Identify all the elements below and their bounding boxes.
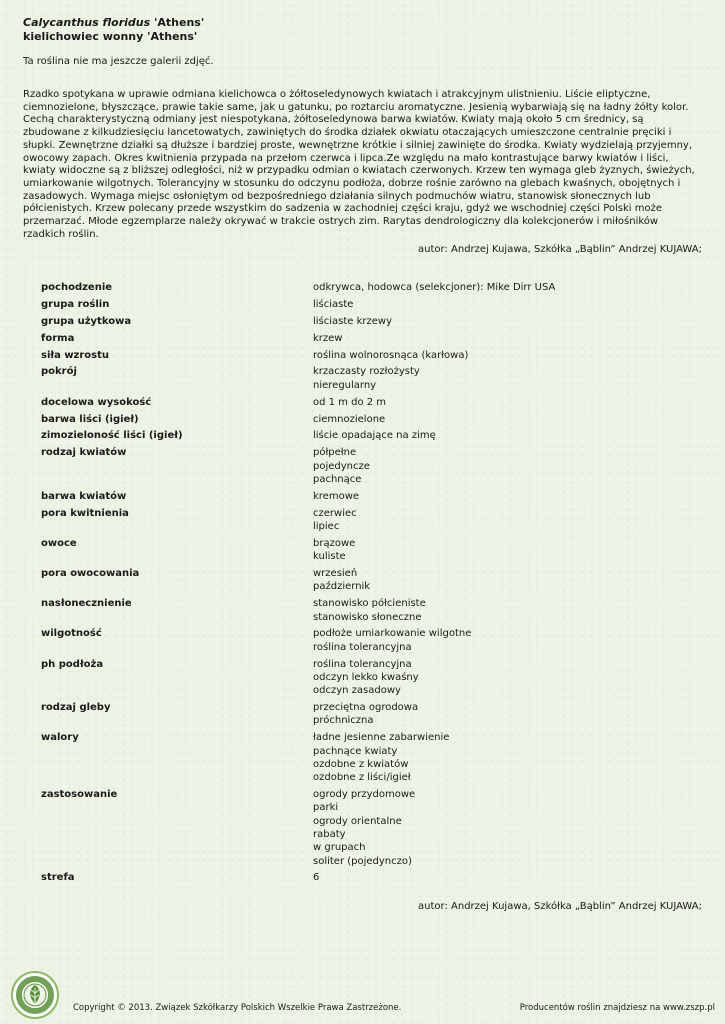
property-value: podłoże umiarkowanie wilgotne — [313, 628, 472, 640]
property-row — [41, 701, 681, 728]
property-label: docelowa wysokość — [41, 396, 152, 408]
property-value: od 1 m do 2 m — [313, 396, 387, 408]
property-value: półpełne — [313, 447, 357, 459]
copyright-text: Copyright © 2013. Związek Szkółkarzy Polskich Wszelkie Prawa Zastrzeżone. — [73, 1003, 402, 1013]
property-value: ozdobne z liści/igieł — [313, 772, 411, 784]
property-value: odkrywca, hodowca (selekcjoner): Mike Dirr USA — [313, 282, 556, 293]
property-label: barwa kwiatów — [41, 490, 127, 502]
property-row — [41, 429, 681, 442]
property-values — [313, 537, 681, 564]
property-value: czerwiec — [313, 507, 357, 519]
property-row — [41, 490, 681, 503]
property-label: owoce — [41, 537, 77, 549]
property-label: nasłonecznienie — [41, 598, 132, 610]
property-value: lipiec — [313, 520, 340, 532]
property-value: wrzesień — [313, 568, 358, 580]
producers-link-text: Producentów roślin znajdziesz na www.zszp.pl — [519, 1003, 715, 1013]
property-value: liściaste — [313, 298, 354, 310]
property-values — [313, 349, 681, 362]
plant-name-line — [23, 16, 204, 30]
property-values — [313, 597, 681, 624]
property-row — [41, 446, 681, 486]
property-row — [41, 627, 681, 654]
no-gallery-notice: Ta roślina nie ma jeszcze galerii zdjęć. — [23, 56, 214, 67]
property-value: kuliste — [313, 551, 346, 563]
property-row — [41, 567, 681, 594]
polish-name: kielichowiec wonny 'Athens' — [23, 30, 198, 43]
property-value: rabaty — [313, 828, 346, 840]
property-label: zimozieloność liści (igieł) — [41, 430, 183, 442]
properties-table — [41, 281, 681, 888]
property-values — [313, 567, 681, 594]
property-label: pora owocowania — [41, 568, 140, 580]
property-value: krzew — [313, 332, 343, 344]
property-value: 6 — [313, 872, 320, 884]
property-row — [41, 658, 681, 698]
property-value: stanowisko półcieniste — [313, 598, 426, 610]
property-values — [313, 871, 681, 884]
property-label: pochodzenie — [41, 282, 113, 293]
property-value: przeciętna ogrodowa — [313, 702, 419, 714]
property-label: walory — [41, 732, 79, 744]
property-value: próchniczna — [313, 715, 374, 727]
property-row — [41, 731, 681, 784]
property-value: październik — [313, 581, 371, 593]
author-credit-bottom: autor: Andrzej Kujawa, Szkółka „Bąblin” Andrzej KUJAWA; — [418, 901, 702, 912]
property-values — [313, 658, 681, 698]
property-value: roślina wolnorosnąca (karłowa) — [313, 349, 469, 361]
property-values — [313, 298, 681, 311]
property-label: pokrój — [41, 366, 77, 378]
property-value: nieregularny — [313, 379, 377, 391]
property-label: barwa liści (igieł) — [41, 413, 139, 425]
property-label: ph podłoża — [41, 658, 104, 670]
property-value: roślina tolerancyjna — [313, 658, 412, 670]
property-values — [313, 701, 681, 728]
property-label: strefa — [41, 872, 75, 884]
property-value: pojedyncze — [313, 460, 370, 472]
property-value: ozdobne z kwiatów — [313, 758, 409, 770]
zszp-logo — [10, 970, 60, 1020]
property-label: grupa użytkowa — [41, 315, 132, 327]
property-label: wilgotność — [41, 628, 102, 640]
property-row — [41, 413, 681, 426]
property-label: rodzaj gleby — [41, 702, 111, 714]
property-value: parki — [313, 802, 339, 814]
property-row — [41, 788, 681, 868]
property-value: odczyn zasadowy — [313, 685, 401, 697]
property-value: krzaczasty rozłożysty — [313, 366, 420, 378]
property-row — [41, 365, 681, 392]
property-value: ogrody przydomowe — [313, 789, 416, 801]
property-values — [313, 365, 681, 392]
property-value: liściaste krzewy — [313, 315, 393, 327]
property-row — [41, 349, 681, 362]
property-values — [313, 788, 681, 868]
property-value: stanowisko słoneczne — [313, 611, 422, 623]
property-value: w grupach — [313, 842, 366, 854]
property-row — [41, 332, 681, 345]
property-values — [313, 413, 681, 426]
property-values — [313, 490, 681, 503]
property-values — [313, 396, 681, 409]
property-values — [313, 627, 681, 654]
plant-title — [23, 16, 204, 44]
property-label: zastosowanie — [41, 789, 118, 801]
cultivar-name: 'Athens' — [154, 16, 205, 29]
property-value: ładne jesienne zabarwienie — [313, 732, 450, 744]
property-label: forma — [41, 332, 75, 344]
property-label: grupa roślin — [41, 298, 110, 310]
property-row — [41, 537, 681, 564]
property-value: soliter (pojedynczo) — [313, 855, 412, 867]
property-label: pora kwitnienia — [41, 507, 129, 519]
property-value: brązowe — [313, 537, 356, 549]
property-value: ogrody orientalne — [313, 815, 402, 827]
property-values — [313, 315, 681, 328]
property-value: ciemnozielone — [313, 413, 386, 425]
property-values — [313, 332, 681, 345]
property-row — [41, 298, 681, 311]
property-label: siła wzrostu — [41, 349, 110, 361]
property-value: roślina tolerancyjna — [313, 641, 412, 653]
property-values — [313, 731, 681, 784]
property-row — [41, 871, 681, 884]
property-row — [41, 315, 681, 328]
property-values — [313, 429, 681, 442]
property-value: pachnące kwiaty — [313, 745, 398, 757]
property-row — [41, 597, 681, 624]
property-value: odczyn lekko kwaśny — [313, 671, 419, 683]
property-value: pachnące — [313, 473, 362, 485]
property-row — [41, 396, 681, 409]
latin-name: Calycanthus floridus — [23, 16, 151, 29]
property-value: kremowe — [313, 490, 360, 502]
property-row — [41, 281, 681, 294]
property-value: liście opadające na zimę — [313, 430, 436, 442]
property-values — [313, 507, 681, 534]
author-credit-top: autor: Andrzej Kujawa, Szkółka „Bąblin” Andrzej KUJAWA; — [418, 244, 702, 255]
property-values — [313, 281, 681, 294]
property-values — [313, 446, 681, 486]
plant-description: Rzadko spotykana w uprawie odmiana kielichowca o żółtoseledynowych kwiatach i atrakcyjnym ulistnieniu. Liście eliptyczne, ciemnozielone, błyszczące, prawie takie same, jak u gatunku, po roztarciu aromatyczne. Jesienią wybarwiają się na ładny żółty kolor. Cechą charakterystyczną odmiany jest niespotykana, żółtoseledynowa barwa kwiatów. Kwiaty mają około 5 cm średnicy, są zbudowane z kilkudziesięciu lancetowatych, zawiniętych do środka działek okwiatu otaczających umieszczone centralnie pręciki i słupki. Zewnętrzne działki są dłuższe i bardziej proste, wewnętrzne krótkie i silniej zawinięte do środka. Kwiaty wydzielają przyjemny, owocowy zapach. Okres kwitnienia przypada na przełom czerwca i lipca.Ze względu na mało kontrastujące barwy kwiatów i liści, kwiaty widoczne są z bliższej odległości, niż w przypadku odmian o kwiatach czerwonych. Krzew ten wymaga gleb żyznych, świeżych, umiarkowanie wilgotnych. Tolerancyjny w stosunku do odczynu podłoża, dobrze rośnie zarówno na glebach kwaśnych, obojętnych i zasadowych. Wymaga miejsc osłoniętym od bezpośredniego działania silnych podmuchów wiatru, stanowisk słonecznych lub półcienistych. Krzew polecany przede wszystkim do sadzenia w zachodniej części kraju, gdyż we wschodniej części Polski może przemarzać. Młode egzemplarze należy okrywać w trakcie ostrych zim. Rarytas dendrologiczny dla kolekcjonerów i miłośników rzadkich roślin. — [23, 89, 695, 240]
property-row — [41, 507, 681, 534]
property-label: rodzaj kwiatów — [41, 447, 127, 459]
